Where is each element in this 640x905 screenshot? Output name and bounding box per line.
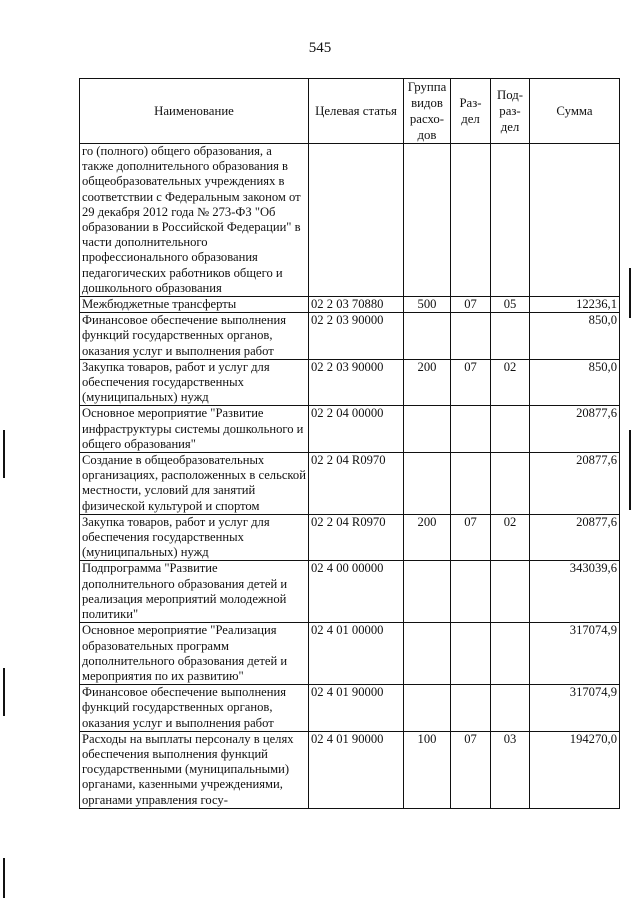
- header-target: Целевая статья: [309, 79, 404, 144]
- cell-target: 02 4 01 00000: [309, 623, 404, 685]
- cell-section: [451, 313, 491, 360]
- cell-name: Финансовое обеспечение выполнения функций государственных органов, оказания услуг и выполнения работ: [80, 313, 309, 360]
- table-row: [80, 731, 620, 808]
- cell-subsection: 02: [491, 359, 530, 406]
- table-row: [80, 453, 620, 515]
- table-row: [80, 144, 620, 297]
- table-row: [80, 623, 620, 685]
- cell-amount: 317074,9: [530, 685, 620, 732]
- cell-name: Создание в общеобразовательных организациях, расположенных в сельской местности, условий для занятий физической культурой и спортом: [80, 453, 309, 515]
- cell-name: Финансовое обеспечение выполнения функций государственных органов, оказания услуг и выполнения работ: [80, 685, 309, 732]
- cell-name: Закупка товаров, работ и услуг для обеспечения государственных (муниципальных) нужд: [80, 359, 309, 406]
- cell-section: 07: [451, 359, 491, 406]
- cell-subsection: [491, 453, 530, 515]
- header-subsection: Под-раз-дел: [491, 79, 530, 144]
- scan-mark-right-top: [629, 268, 631, 318]
- cell-amount: 194270,0: [530, 731, 620, 808]
- cell-name: Основное мероприятие "Реализация образовательных программ дополнительного образования детей и мероприятия по их развитию": [80, 623, 309, 685]
- cell-section: [451, 144, 491, 297]
- cell-group: 200: [404, 359, 451, 406]
- header-section: Раз-дел: [451, 79, 491, 144]
- cell-group: [404, 623, 451, 685]
- cell-target: 02 2 04 R0970: [309, 514, 404, 561]
- header-group: Группа видов расхо-дов: [404, 79, 451, 144]
- cell-target: 02 4 01 90000: [309, 685, 404, 732]
- header-amount: Сумма: [530, 79, 620, 144]
- cell-target: 02 2 03 90000: [309, 359, 404, 406]
- cell-group: [404, 313, 451, 360]
- cell-section: [451, 453, 491, 515]
- cell-group: [404, 561, 451, 623]
- cell-amount: [530, 144, 620, 297]
- cell-name: го (полного) общего образования, а также дополнительного образования в общеобразовательных учреждениях в соответствии с Федеральным законом от 29 декабря 2012 года № 273-ФЗ "Об образовании в Российской Федерации" в части дополнительного профессионального образования педагогических работников общего и дошкольного образования: [80, 144, 309, 297]
- cell-group: [404, 144, 451, 297]
- cell-subsection: 02: [491, 514, 530, 561]
- cell-section: [451, 685, 491, 732]
- cell-name: Основное мероприятие "Развитие инфраструктуры системы дошкольного и общего образования": [80, 406, 309, 453]
- cell-target: 02 2 04 R0970: [309, 453, 404, 515]
- cell-group: [404, 685, 451, 732]
- cell-name: Расходы на выплаты персоналу в целях обеспечения выполнения функций государственными (муниципальными) органами, казенными учреждениями, органами управления госу-: [80, 731, 309, 808]
- cell-group: [404, 406, 451, 453]
- cell-section: [451, 561, 491, 623]
- cell-target: 02 2 04 00000: [309, 406, 404, 453]
- budget-table: [79, 78, 620, 809]
- cell-target: [309, 144, 404, 297]
- cell-group: 500: [404, 297, 451, 313]
- scan-mark-left-1: [3, 430, 5, 478]
- cell-amount: 343039,6: [530, 561, 620, 623]
- cell-subsection: [491, 313, 530, 360]
- cell-amount: 12236,1: [530, 297, 620, 313]
- cell-name: Межбюджетные трансферты: [80, 297, 309, 313]
- cell-subsection: 03: [491, 731, 530, 808]
- cell-group: 100: [404, 731, 451, 808]
- cell-subsection: [491, 685, 530, 732]
- cell-section: [451, 623, 491, 685]
- cell-subsection: [491, 561, 530, 623]
- table-row: [80, 685, 620, 732]
- header-name: Наименование: [80, 79, 309, 144]
- cell-amount: 317074,9: [530, 623, 620, 685]
- cell-section: 07: [451, 297, 491, 313]
- table-row: [80, 313, 620, 360]
- cell-group: 200: [404, 514, 451, 561]
- cell-subsection: 05: [491, 297, 530, 313]
- cell-subsection: [491, 144, 530, 297]
- cell-amount: 20877,6: [530, 406, 620, 453]
- cell-group: [404, 453, 451, 515]
- page-number: 545: [308, 40, 332, 56]
- cell-section: 07: [451, 731, 491, 808]
- table-row: [80, 514, 620, 561]
- scan-mark-left-3: [3, 858, 5, 898]
- cell-name: Подпрограмма "Развитие дополнительного образования детей и реализация мероприятий молодежной политики": [80, 561, 309, 623]
- cell-target: 02 4 01 90000: [309, 731, 404, 808]
- cell-name: Закупка товаров, работ и услуг для обеспечения государственных (муниципальных) нужд: [80, 514, 309, 561]
- cell-section: 07: [451, 514, 491, 561]
- table-header-row: [80, 79, 620, 144]
- table-row: [80, 561, 620, 623]
- cell-amount: 20877,6: [530, 514, 620, 561]
- cell-amount: 850,0: [530, 313, 620, 360]
- table-row: [80, 406, 620, 453]
- cell-subsection: [491, 623, 530, 685]
- cell-target: 02 4 00 00000: [309, 561, 404, 623]
- cell-target: 02 2 03 70880: [309, 297, 404, 313]
- scan-mark-left-2: [3, 668, 5, 716]
- cell-amount: 850,0: [530, 359, 620, 406]
- cell-target: 02 2 03 90000: [309, 313, 404, 360]
- cell-section: [451, 406, 491, 453]
- table-row: [80, 359, 620, 406]
- cell-subsection: [491, 406, 530, 453]
- scan-mark-right-mid: [629, 430, 631, 510]
- cell-amount: 20877,6: [530, 453, 620, 515]
- table-row: [80, 297, 620, 313]
